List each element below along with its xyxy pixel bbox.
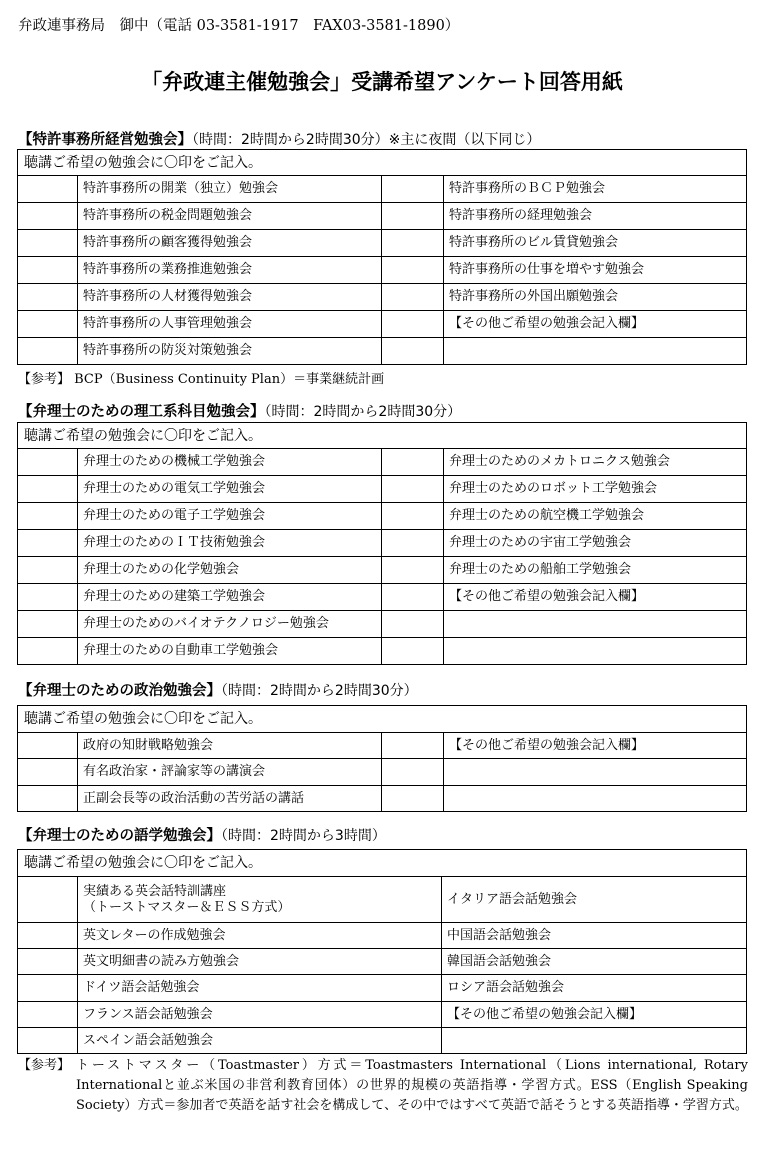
checkbox-cell[interactable]: [382, 476, 444, 503]
section-time-note: （時間：2時間から2時間30分）※主に夜間（以下同じ）: [192, 132, 541, 148]
course-item: 弁理士のための宇宙工学勉強会: [444, 530, 747, 557]
checkbox-cell[interactable]: [18, 759, 78, 786]
course-item: 特許事務所の顧客獲得勉強会: [78, 230, 382, 257]
section-time-note: （時間：2時間から2時間30分）: [264, 404, 462, 420]
checkbox-cell[interactable]: [382, 530, 444, 557]
other-request-field[interactable]: [444, 611, 747, 638]
checkbox-cell[interactable]: [382, 176, 444, 203]
other-request-field[interactable]: [444, 338, 747, 365]
section-heading-office-management: [18, 128, 540, 149]
course-item: スペイン語会話勉強会: [78, 1028, 442, 1054]
checkbox-cell[interactable]: [382, 257, 444, 284]
course-item: フランス語会話勉強会: [78, 1002, 442, 1028]
checkbox-cell[interactable]: [18, 923, 78, 949]
language-note: [18, 1056, 748, 1116]
course-item: 中国語会話勉強会: [442, 923, 747, 949]
other-request-field[interactable]: [444, 759, 747, 786]
checkbox-cell[interactable]: [18, 949, 78, 975]
survey-table-science: [17, 422, 747, 665]
checkbox-cell[interactable]: [382, 311, 444, 338]
course-item: 弁理士のための自動車工学勉強会: [78, 638, 382, 665]
survey-table-politics: [17, 705, 747, 812]
other-request-label: 【その他ご希望の勉強会記入欄】: [444, 311, 747, 338]
course-item: ドイツ語会話勉強会: [78, 975, 442, 1002]
course-item: 特許事務所のＢＣＰ勉強会: [444, 176, 747, 203]
course-item: 正副会長等の政治活動の苦労話の講話: [78, 786, 382, 812]
checkbox-cell[interactable]: [382, 611, 444, 638]
course-item: 弁理士のための航空機工学勉強会: [444, 503, 747, 530]
checkbox-cell[interactable]: [18, 311, 78, 338]
course-item: 英文レターの作成勉強会: [78, 923, 442, 949]
course-item: 弁理士のための建築工学勉強会: [78, 584, 382, 611]
section-title: 【特許事務所経営勉強会】: [18, 132, 192, 148]
section-title: 【弁理士のための語学勉強会】: [18, 828, 221, 844]
course-item: 弁理士のためのＩＴ技術勉強会: [78, 530, 382, 557]
section-title: 【弁理士のための理工系科目勉強会】: [18, 404, 265, 420]
course-item: 弁理士のための船舶工学勉強会: [444, 557, 747, 584]
checkbox-cell[interactable]: [18, 733, 78, 759]
course-item-line: 実績ある英会話特訓講座: [83, 883, 227, 899]
course-item: 弁理士のための電気工学勉強会: [78, 476, 382, 503]
section-time-note: （時間：2時間から3時間）: [221, 828, 386, 844]
instruction: 聴講ご希望の勉強会に〇印をご記入。: [18, 850, 747, 877]
checkbox-cell[interactable]: [18, 557, 78, 584]
checkbox-cell[interactable]: [382, 338, 444, 365]
checkbox-cell[interactable]: [382, 759, 444, 786]
checkbox-cell[interactable]: [382, 284, 444, 311]
course-item: 弁理士のための化学勉強会: [78, 557, 382, 584]
course-item: 特許事務所の経理勉強会: [444, 203, 747, 230]
checkbox-cell[interactable]: [382, 449, 444, 476]
instruction: 聴講ご希望の勉強会に〇印をご記入。: [18, 150, 747, 176]
checkbox-cell[interactable]: [18, 786, 78, 812]
instruction: 聴講ご希望の勉強会に〇印をご記入。: [18, 706, 747, 733]
instruction: 聴講ご希望の勉強会に〇印をご記入。: [18, 423, 747, 449]
course-item: 特許事務所のビル賃貸勉強会: [444, 230, 747, 257]
checkbox-cell[interactable]: [18, 975, 78, 1002]
checkbox-cell[interactable]: [18, 530, 78, 557]
checkbox-cell[interactable]: [18, 611, 78, 638]
checkbox-cell[interactable]: [18, 449, 78, 476]
section-heading-science: [18, 400, 461, 421]
course-item: 弁理士のための電子工学勉強会: [78, 503, 382, 530]
course-item: 弁理士のためのバイオテクノロジー勉強会: [78, 611, 382, 638]
checkbox-cell[interactable]: [18, 176, 78, 203]
course-item: 特許事務所の防災対策勉強会: [78, 338, 382, 365]
note-label: 【参考】: [18, 1058, 71, 1073]
checkbox-cell[interactable]: [18, 230, 78, 257]
course-item: イタリア語会話勉強会: [442, 877, 747, 923]
course-item: 英文明細書の読み方勉強会: [78, 949, 442, 975]
course-item: 有名政治家・評論家等の講演会: [78, 759, 382, 786]
checkbox-cell[interactable]: [18, 1002, 78, 1028]
letter-header: 弁政連事務局 御中（電話 03-3581-1917 FAX03-3581-1890）: [18, 18, 460, 34]
section-heading-politics: [18, 679, 418, 700]
checkbox-cell[interactable]: [382, 584, 444, 611]
checkbox-cell[interactable]: [18, 877, 78, 923]
course-item: 特許事務所の仕事を増やす勉強会: [444, 257, 747, 284]
checkbox-cell[interactable]: [18, 338, 78, 365]
course-item: [78, 877, 442, 923]
course-item: 韓国語会話勉強会: [442, 949, 747, 975]
checkbox-cell[interactable]: [382, 638, 444, 665]
other-request-field[interactable]: [444, 638, 747, 665]
section-heading-language: [18, 824, 386, 845]
checkbox-cell[interactable]: [18, 638, 78, 665]
checkbox-cell[interactable]: [18, 476, 78, 503]
course-item: 特許事務所の人事管理勉強会: [78, 311, 382, 338]
course-item: 特許事務所の開業（独立）勉強会: [78, 176, 382, 203]
other-request-field[interactable]: [444, 786, 747, 812]
checkbox-cell[interactable]: [18, 503, 78, 530]
course-item: 政府の知財戦略勉強会: [78, 733, 382, 759]
other-request-label: 【その他ご希望の勉強会記入欄】: [444, 733, 747, 759]
course-item: 弁理士のためのロボット工学勉強会: [444, 476, 747, 503]
checkbox-cell[interactable]: [18, 584, 78, 611]
other-request-label: 【その他ご希望の勉強会記入欄】: [442, 1002, 747, 1028]
course-item: 特許事務所の税金問題勉強会: [78, 203, 382, 230]
checkbox-cell[interactable]: [18, 257, 78, 284]
course-item: 弁理士のためのメカトロニクス勉強会: [444, 449, 747, 476]
section-title: 【弁理士のための政治勉強会】: [18, 683, 221, 699]
survey-table-language: [17, 849, 747, 1054]
form-title: 「弁政連主催勉強会」受講希望アンケート回答用紙: [141, 70, 623, 94]
course-item: 特許事務所の業務推進勉強会: [78, 257, 382, 284]
checkbox-cell[interactable]: [382, 503, 444, 530]
checkbox-cell[interactable]: [382, 786, 444, 812]
checkbox-cell[interactable]: [18, 284, 78, 311]
other-request-label: 【その他ご希望の勉強会記入欄】: [444, 584, 747, 611]
note-text: トーストマスター（Toastmaster）方式＝Toastmasters International（Lions international, Rotary Internationalと並ぶ米国の非営利教育団体）の世界的規模の英語指導・学習方式。ESS（English Speaking Society）方式＝参加者で英語を話す社会を構成して、その中ではすべて英語で話そうとする英語指導・学習方式。: [76, 1058, 748, 1113]
checkbox-cell[interactable]: [18, 1028, 78, 1054]
bcp-note: 【参考】 BCP（Business Continuity Plan）＝事業継続計画: [18, 372, 385, 387]
course-item: 特許事務所の人材獲得勉強会: [78, 284, 382, 311]
checkbox-cell[interactable]: [382, 733, 444, 759]
course-item: 特許事務所の外国出願勉強会: [444, 284, 747, 311]
checkbox-cell[interactable]: [382, 203, 444, 230]
checkbox-cell[interactable]: [382, 230, 444, 257]
checkbox-cell[interactable]: [18, 203, 78, 230]
course-item: 弁理士のための機械工学勉強会: [78, 449, 382, 476]
course-item-line: （トーストマスター＆ＥＳＳ方式）: [83, 899, 291, 915]
other-request-field[interactable]: [442, 1028, 747, 1054]
section-time-note: （時間：2時間から2時間30分）: [221, 683, 418, 699]
course-item: ロシア語会話勉強会: [442, 975, 747, 1002]
survey-table-office-management: [17, 149, 747, 365]
checkbox-cell[interactable]: [382, 557, 444, 584]
